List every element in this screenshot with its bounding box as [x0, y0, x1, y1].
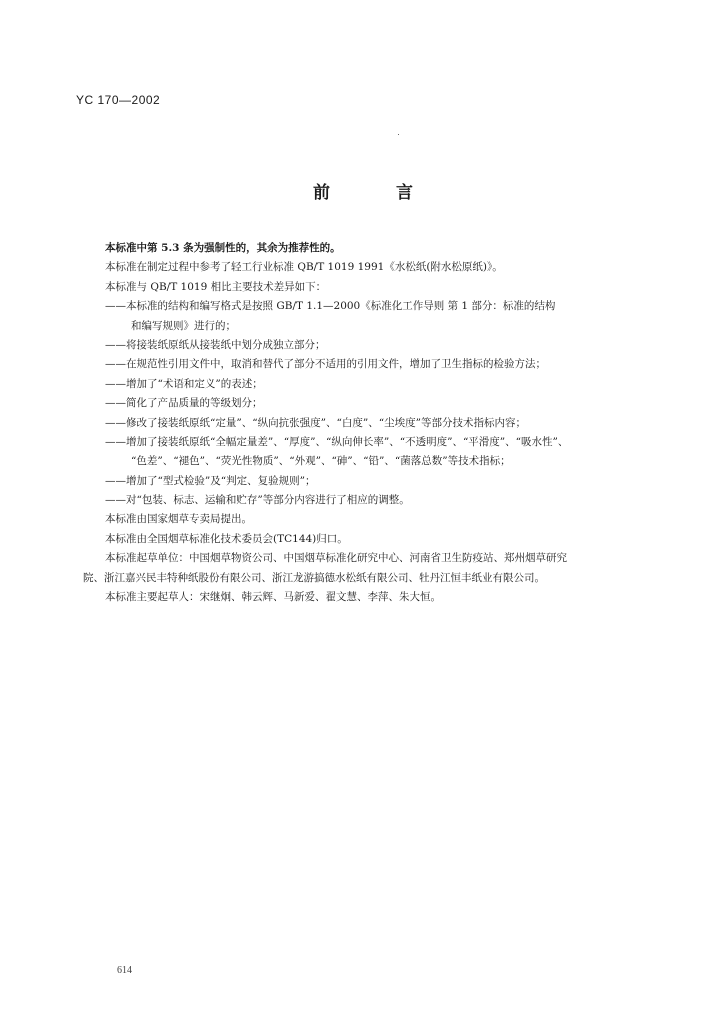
paragraph-mandatory-clause: 本标准中第 5.3 条为强制性的，其余为推荐性的。: [105, 242, 341, 254]
list-item-added-indicators: ——增加了接装纸原纸“全幅定量差”、“厚度”、“纵向伸长率”、“不透明度”、“平滑度”、“吸水性”、: [105, 435, 569, 448]
paragraph-proposed-by: 本标准由国家烟草专卖局提出。: [105, 513, 252, 526]
list-item-base-paper: ——将接装纸原纸从接装纸中划分成独立部分；: [105, 338, 326, 351]
list-item-packaging: ——对“包装、标志、运输和贮存”等部分内容进行了相应的调整。: [105, 494, 410, 507]
list-item-quality-grades: ——简化了产品质量的等级划分；: [105, 397, 263, 410]
list-item-normative-references: ——在规范性引用文件中，取消和替代了部分不适用的引用文件，增加了卫生指标的检验方法；: [105, 358, 546, 371]
paragraph-drafting-units: 本标准起草单位：中国烟草物资公司、中国烟草标准化研究中心、河南省卫生防疫站、郑州烟草研究: [105, 552, 567, 565]
paragraph-managed-by: 本标准由全国烟草标准化技术委员会(TC144)归口。: [105, 532, 348, 545]
paragraph-differences-intro: 本标准与 QB/T 1019 相比主要技术差异如下：: [105, 280, 327, 293]
page-number: 614: [117, 965, 132, 976]
standard-code: YC 170—2002: [76, 93, 161, 107]
page-title: 前 言: [313, 183, 443, 203]
list-item-structure-continued: 和编写规则》进行的；: [131, 319, 236, 332]
scan-dot: [398, 134, 399, 135]
list-item-structure: ——本标准的结构和编写格式是按照 GB/T 1.1—2000《标准化工作导则 第 1 部分：标准的结构: [105, 300, 556, 313]
list-item-added-indicators-continued: “色差”、“褪色”、“荧光性物质”、“外观”、“砷”、“铅”、“菌落总数”等技术指标；: [131, 455, 511, 468]
paragraph-drafting-units-continued: 院、浙江嘉兴民丰特种纸股份有限公司、浙江龙游搞德水松纸有限公司、牡丹江恒丰纸业有限公司。: [83, 571, 545, 584]
paragraph-drafters: 本标准主要起草人：宋继炯、韩云辉、马新爱、翟文慧、李萍、朱大恒。: [105, 591, 441, 604]
paragraph-reference-standard: 本标准在制定过程中参考了轻工行业标准 QB/T 1019 1991《水松纸(附水松原纸)》。: [105, 261, 503, 274]
foreword-body: [83, 239, 658, 607]
list-item-terms-definitions: ——增加了“术语和定义”的表述；: [105, 377, 263, 390]
list-item-modified-indicators: ——修改了接装纸原纸“定量”、“纵向抗张强度”、“白度”、“尘埃度”等部分技术指标内容；: [105, 416, 526, 429]
list-item-type-inspection: ——增加了“型式检验”及“判定、复验规则”；: [105, 474, 316, 487]
